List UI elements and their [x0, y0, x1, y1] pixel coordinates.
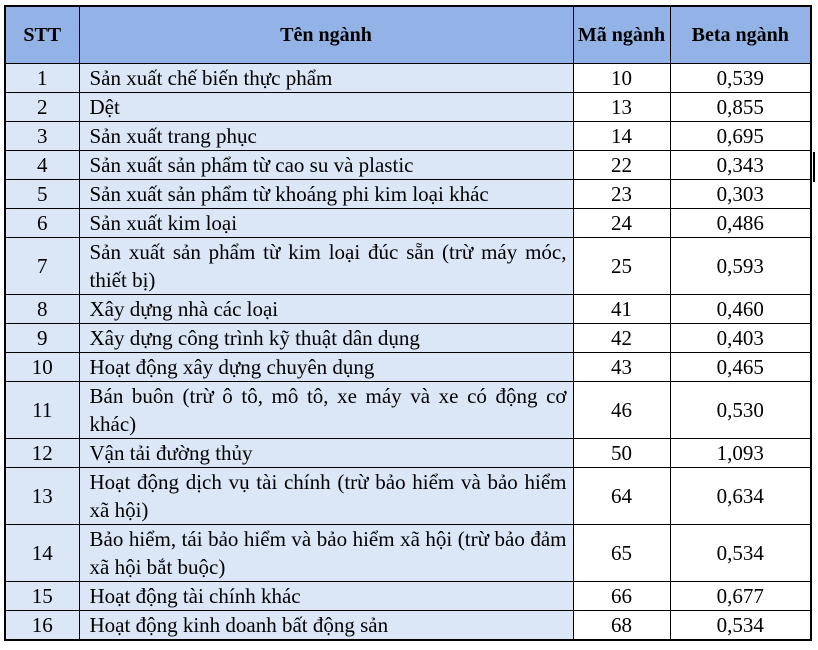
- table-container: [4, 5, 812, 641]
- row-industry-beta-cell: 0,403: [670, 324, 811, 353]
- row-industry-name-cell: Sản xuất sản phẩm từ kim loại đúc sẵn (trừ máy móc, thiết bị): [79, 238, 573, 295]
- table-row: [5, 180, 811, 209]
- row-stt-cell: 3: [5, 122, 79, 151]
- row-stt-cell: 10: [5, 353, 79, 382]
- row-industry-code-cell: 64: [573, 468, 670, 525]
- row-industry-beta-cell: 0,303: [670, 180, 811, 209]
- industry-beta-table: [4, 5, 812, 641]
- row-industry-code-cell: 10: [573, 64, 670, 93]
- row-stt-cell: 13: [5, 468, 79, 525]
- row-industry-name-cell: Dệt: [79, 93, 573, 122]
- table-row: [5, 439, 811, 468]
- row-industry-beta-cell: 0,695: [670, 122, 811, 151]
- row-stt-cell: 8: [5, 295, 79, 324]
- table-row: [5, 324, 811, 353]
- table-row: [5, 64, 811, 93]
- row-industry-code-cell: 46: [573, 382, 670, 439]
- row-industry-name-cell: Vận tải đường thủy: [79, 439, 573, 468]
- row-stt-cell: 15: [5, 582, 79, 611]
- table-row: [5, 151, 811, 180]
- row-industry-name-cell: Hoạt động kinh doanh bất động sản: [79, 611, 573, 641]
- table-row: [5, 468, 811, 525]
- row-stt-cell: 9: [5, 324, 79, 353]
- row-industry-beta-cell: 0,634: [670, 468, 811, 525]
- row-industry-beta-cell: 0,486: [670, 209, 811, 238]
- row-industry-name-cell: Sản xuất kim loại: [79, 209, 573, 238]
- row-stt-cell: 7: [5, 238, 79, 295]
- table-body: [5, 64, 811, 641]
- table-row: [5, 525, 811, 582]
- row-industry-beta-cell: 0,343: [670, 151, 811, 180]
- table-row: [5, 382, 811, 439]
- header-industry-name: Tên ngành: [79, 6, 573, 64]
- row-industry-beta-cell: 0,534: [670, 611, 811, 641]
- row-industry-code-cell: 14: [573, 122, 670, 151]
- row-industry-name-cell: Sản xuất sản phẩm từ khoáng phi kim loại khác: [79, 180, 573, 209]
- table-row: [5, 611, 811, 641]
- row-stt-cell: 1: [5, 64, 79, 93]
- table-row: [5, 582, 811, 611]
- row-industry-code-cell: 43: [573, 353, 670, 382]
- row-industry-beta-cell: 0,855: [670, 93, 811, 122]
- row-industry-beta-cell: 0,593: [670, 238, 811, 295]
- row-industry-name-cell: Xây dựng công trình kỹ thuật dân dụng: [79, 324, 573, 353]
- row-industry-name-cell: Hoạt động xây dựng chuyên dụng: [79, 353, 573, 382]
- table-row: [5, 295, 811, 324]
- row-stt-cell: 16: [5, 611, 79, 641]
- table-row: [5, 93, 811, 122]
- row-industry-beta-cell: 1,093: [670, 439, 811, 468]
- row-industry-name-cell: Hoạt động dịch vụ tài chính (trừ bảo hiểm và bảo hiểm xã hội): [79, 468, 573, 525]
- row-industry-name-cell: Bảo hiểm, tái bảo hiểm và bảo hiểm xã hội (trừ bảo đảm xã hội bắt buộc): [79, 525, 573, 582]
- row-stt-cell: 4: [5, 151, 79, 180]
- row-stt-cell: 6: [5, 209, 79, 238]
- row-industry-name-cell: Sản xuất trang phục: [79, 122, 573, 151]
- row-industry-code-cell: 13: [573, 93, 670, 122]
- row-industry-name-cell: Hoạt động tài chính khác: [79, 582, 573, 611]
- row-stt-cell: 5: [5, 180, 79, 209]
- row-industry-name-cell: Sản xuất chế biến thực phẩm: [79, 64, 573, 93]
- row-industry-code-cell: 41: [573, 295, 670, 324]
- table-row: [5, 238, 811, 295]
- row-industry-beta-cell: 0,534: [670, 525, 811, 582]
- row-stt-cell: 14: [5, 525, 79, 582]
- row-industry-code-cell: 50: [573, 439, 670, 468]
- row-industry-code-cell: 25: [573, 238, 670, 295]
- row-industry-name-cell: Xây dựng nhà các loại: [79, 295, 573, 324]
- row-industry-code-cell: 68: [573, 611, 670, 641]
- header-industry-beta: Beta ngành: [670, 6, 811, 64]
- table-row: [5, 209, 811, 238]
- row-industry-code-cell: 66: [573, 582, 670, 611]
- row-industry-code-cell: 22: [573, 151, 670, 180]
- row-stt-cell: 12: [5, 439, 79, 468]
- row-industry-code-cell: 24: [573, 209, 670, 238]
- row-stt-cell: 2: [5, 93, 79, 122]
- row-stt-cell: 11: [5, 382, 79, 439]
- row-industry-name-cell: Bán buôn (trừ ô tô, mô tô, xe máy và xe có động cơ khác): [79, 382, 573, 439]
- row-industry-beta-cell: 0,465: [670, 353, 811, 382]
- row-industry-code-cell: 42: [573, 324, 670, 353]
- text-cursor: [813, 152, 815, 182]
- row-industry-name-cell: Sản xuất sản phẩm từ cao su và plastic: [79, 151, 573, 180]
- row-industry-beta-cell: 0,677: [670, 582, 811, 611]
- row-industry-code-cell: 65: [573, 525, 670, 582]
- row-industry-beta-cell: 0,460: [670, 295, 811, 324]
- row-industry-beta-cell: 0,530: [670, 382, 811, 439]
- row-industry-beta-cell: 0,539: [670, 64, 811, 93]
- table-row: [5, 122, 811, 151]
- table-row: [5, 353, 811, 382]
- header-row: [5, 6, 811, 64]
- row-industry-code-cell: 23: [573, 180, 670, 209]
- header-industry-code: Mã ngành: [573, 6, 670, 64]
- header-stt: STT: [5, 6, 79, 64]
